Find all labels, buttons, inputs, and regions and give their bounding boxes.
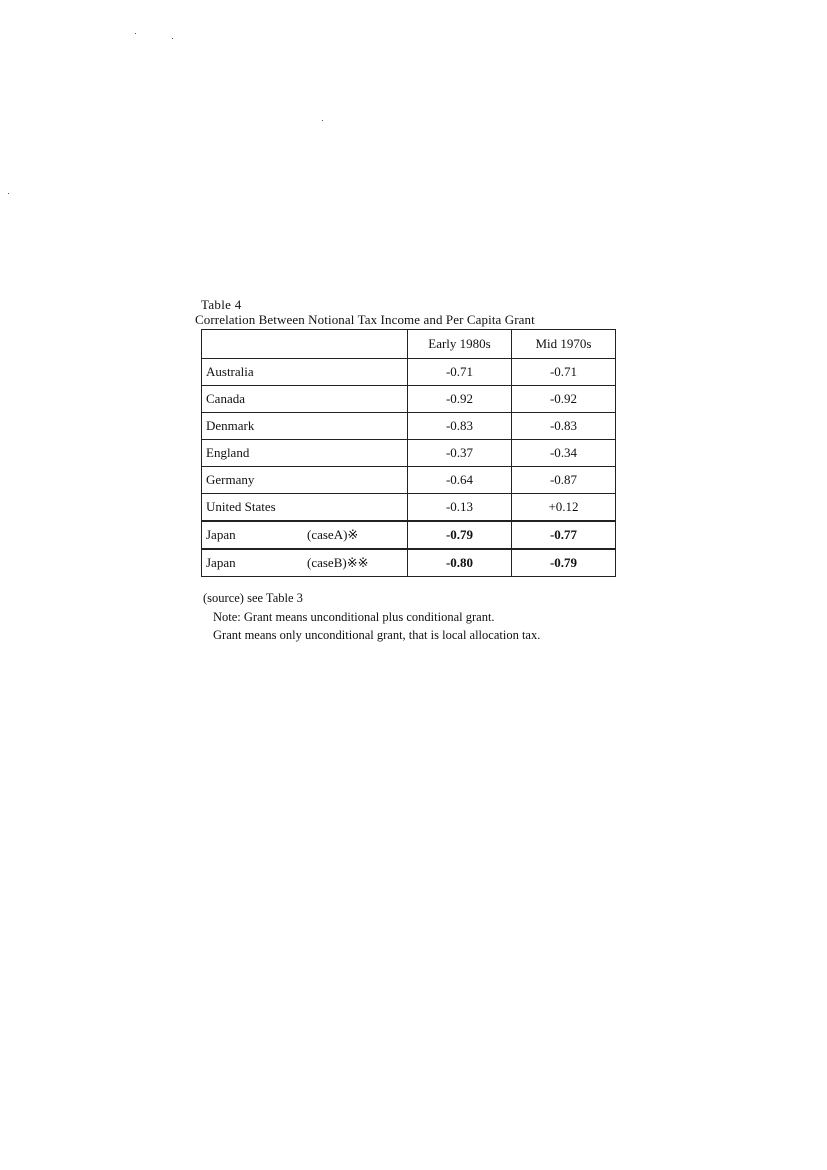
mid-1970s-cell: +0.12: [512, 494, 616, 522]
country-cell: [202, 494, 408, 522]
country-cell: [202, 386, 408, 413]
country-name: Germany: [206, 472, 255, 487]
country-cell: [202, 440, 408, 467]
mid-1970s-cell: -0.92: [512, 386, 616, 413]
correlation-table: [201, 329, 616, 577]
source-line: (source) see Table 3: [203, 591, 303, 605]
country-name: Japan: [206, 555, 236, 570]
early-1980s-cell: -0.71: [408, 359, 512, 386]
early-1980s-cell: -0.83: [408, 413, 512, 440]
table-row: [202, 549, 616, 577]
table-row: [202, 494, 616, 522]
table-row: [202, 386, 616, 413]
early-1980s-cell: -0.13: [408, 494, 512, 522]
early-1980s-cell: -0.92: [408, 386, 512, 413]
mid-1970s-cell: -0.87: [512, 467, 616, 494]
early-1980s-cell: -0.37: [408, 440, 512, 467]
table-header-row: [202, 330, 616, 359]
country-name: United States: [206, 499, 276, 514]
table-row: [202, 521, 616, 549]
country-cell: [202, 549, 408, 577]
country-name: Denmark: [206, 418, 255, 433]
early-1980s-cell: -0.80: [408, 549, 512, 577]
country-name: Canada: [206, 391, 245, 406]
table-row: [202, 413, 616, 440]
country-name: Australia: [206, 364, 254, 379]
country-name: Japan: [206, 527, 236, 542]
early-1980s-cell: -0.64: [408, 467, 512, 494]
scan-speck: [135, 33, 136, 34]
scan-speck: [8, 193, 9, 194]
table-row: [202, 440, 616, 467]
table-label: Table 4: [201, 297, 242, 312]
mid-1970s-cell: -0.77: [512, 521, 616, 549]
table-row: [202, 467, 616, 494]
mid-1970s-cell: -0.71: [512, 359, 616, 386]
mid-1970s-cell: -0.79: [512, 549, 616, 577]
mid-1970s-cell: -0.34: [512, 440, 616, 467]
mid-1970s-cell: -0.83: [512, 413, 616, 440]
scan-speck: [172, 38, 173, 39]
column-header-country: [202, 330, 408, 359]
country-cell: [202, 359, 408, 386]
note-line: Note: Grant means unconditional plus conditional grant.: [213, 610, 495, 624]
table-row: [202, 359, 616, 386]
case-label: (caseB)※※: [307, 555, 369, 570]
case-label: (caseA)※: [307, 527, 359, 542]
country-cell: [202, 521, 408, 549]
country-cell: [202, 413, 408, 440]
scan-speck: [322, 120, 323, 121]
early-1980s-cell: -0.79: [408, 521, 512, 549]
table-title: Correlation Between Notional Tax Income and Per Capita Grant: [195, 312, 535, 327]
note-line: Grant means only unconditional grant, that is local allocation tax.: [213, 628, 541, 642]
column-header-mid-1970s: Mid 1970s: [512, 330, 616, 359]
column-header-early-1980s: Early 1980s: [408, 330, 512, 359]
country-name: England: [206, 445, 250, 460]
country-cell: [202, 467, 408, 494]
